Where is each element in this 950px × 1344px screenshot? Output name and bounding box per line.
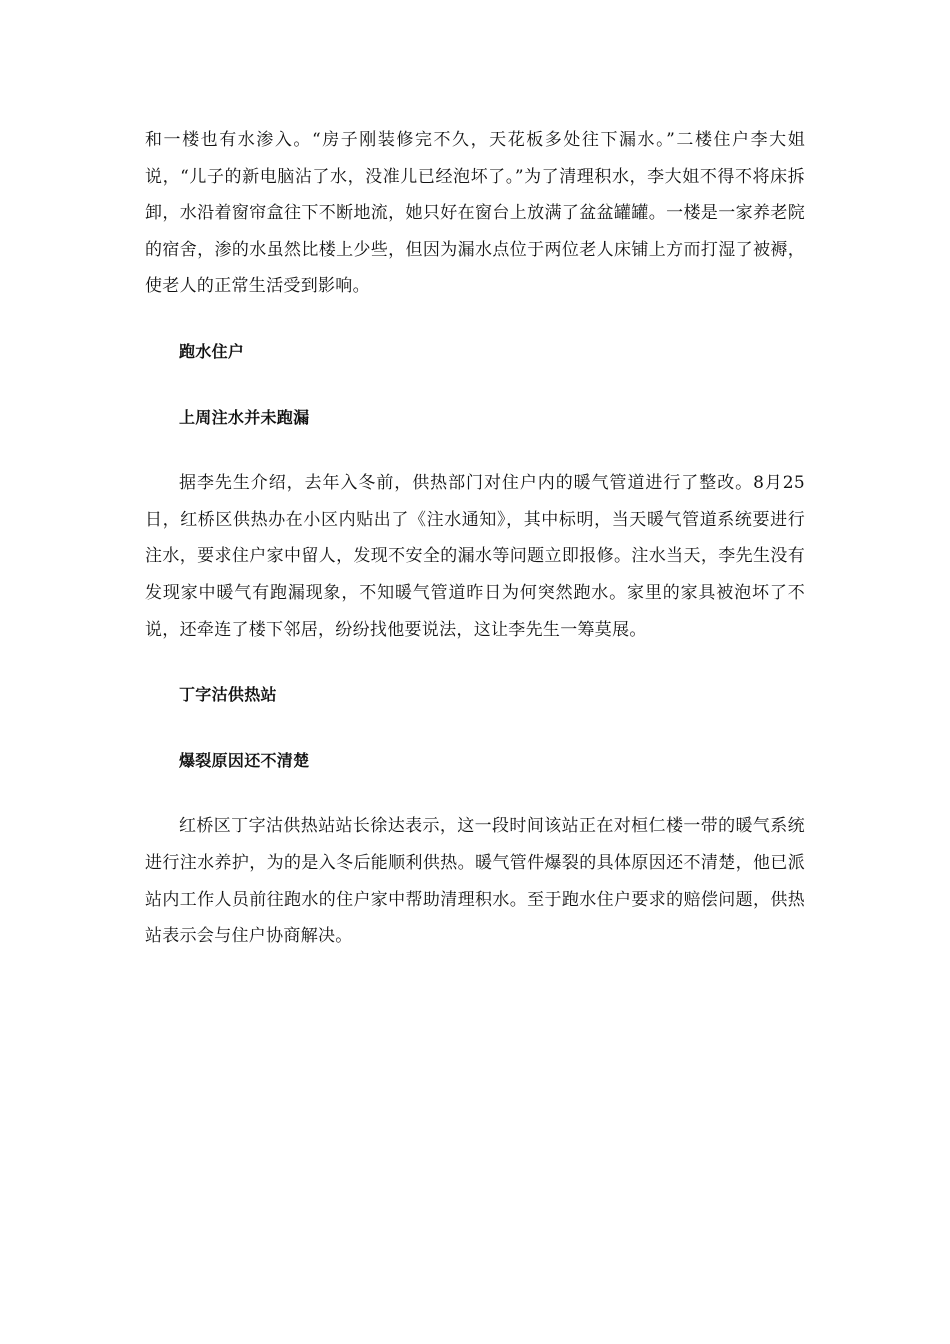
paragraph-leaking-homes: 和一楼也有水渗入。“房子刚装修完不久，天花板多处往下漏水。”二楼住户李大姐说，“儿子的新电脑沾了水，没准儿已经泡坏了。”为了清理积水，李大姐不得不将床拆卸，水沿着窗帘盒往下不断地流，她只好在窗台上放满了盆盆罐罐。一楼是一家养老院的宿舍，渗的水虽然比楼上少些，但因为漏水点位于两位老人床铺上方而打湿了被褥，使老人的正常生活受到影响。 <box>145 130 805 297</box>
spacer <box>145 779 805 808</box>
spacer <box>145 436 805 465</box>
spacer <box>145 648 805 677</box>
heading-cause-unclear: 爆裂原因还不清楚 <box>179 750 310 770</box>
heading-affected-residents: 跑水住户 <box>179 341 245 361</box>
spacer <box>145 371 805 400</box>
heading-no-leak-last-week: 上周注水并未跑漏 <box>179 407 310 427</box>
spacer <box>145 714 805 743</box>
article-body <box>145 122 805 955</box>
paragraph-mr-li-account: 据李先生介绍，去年入冬前，供热部门对住户内的暖气管道进行了整改。8月25日，红桥区供热办在小区内贴出了《注水通知》，其中标明，当天暖气管道系统要进行注水，要求住户家中留人，发现不安全的漏水等问题立即报修。注水当天，李先生没有发现家中暖气有跑漏现象，不知暖气管道昨日为何突然跑水。家里的家具被泡坏了不说，还牵连了楼下邻居，纷纷找他要说法，这让李先生一筹莫展。 <box>145 473 805 640</box>
heading-heating-station: 丁字沽供热站 <box>179 685 277 705</box>
paragraph-station-response: 红桥区丁字沽供热站站长徐达表示，这一段时间该站正在对桓仁楼一带的暖气系统进行注水养护，为的是入冬后能顺利供热。暖气管件爆裂的具体原因还不清楚，他已派站内工作人员前往跑水的住户家中帮助清理积水。至于跑水住户要求的赔偿问题，供热站表示会与住户协商解决。 <box>145 816 805 947</box>
spacer <box>145 305 805 334</box>
